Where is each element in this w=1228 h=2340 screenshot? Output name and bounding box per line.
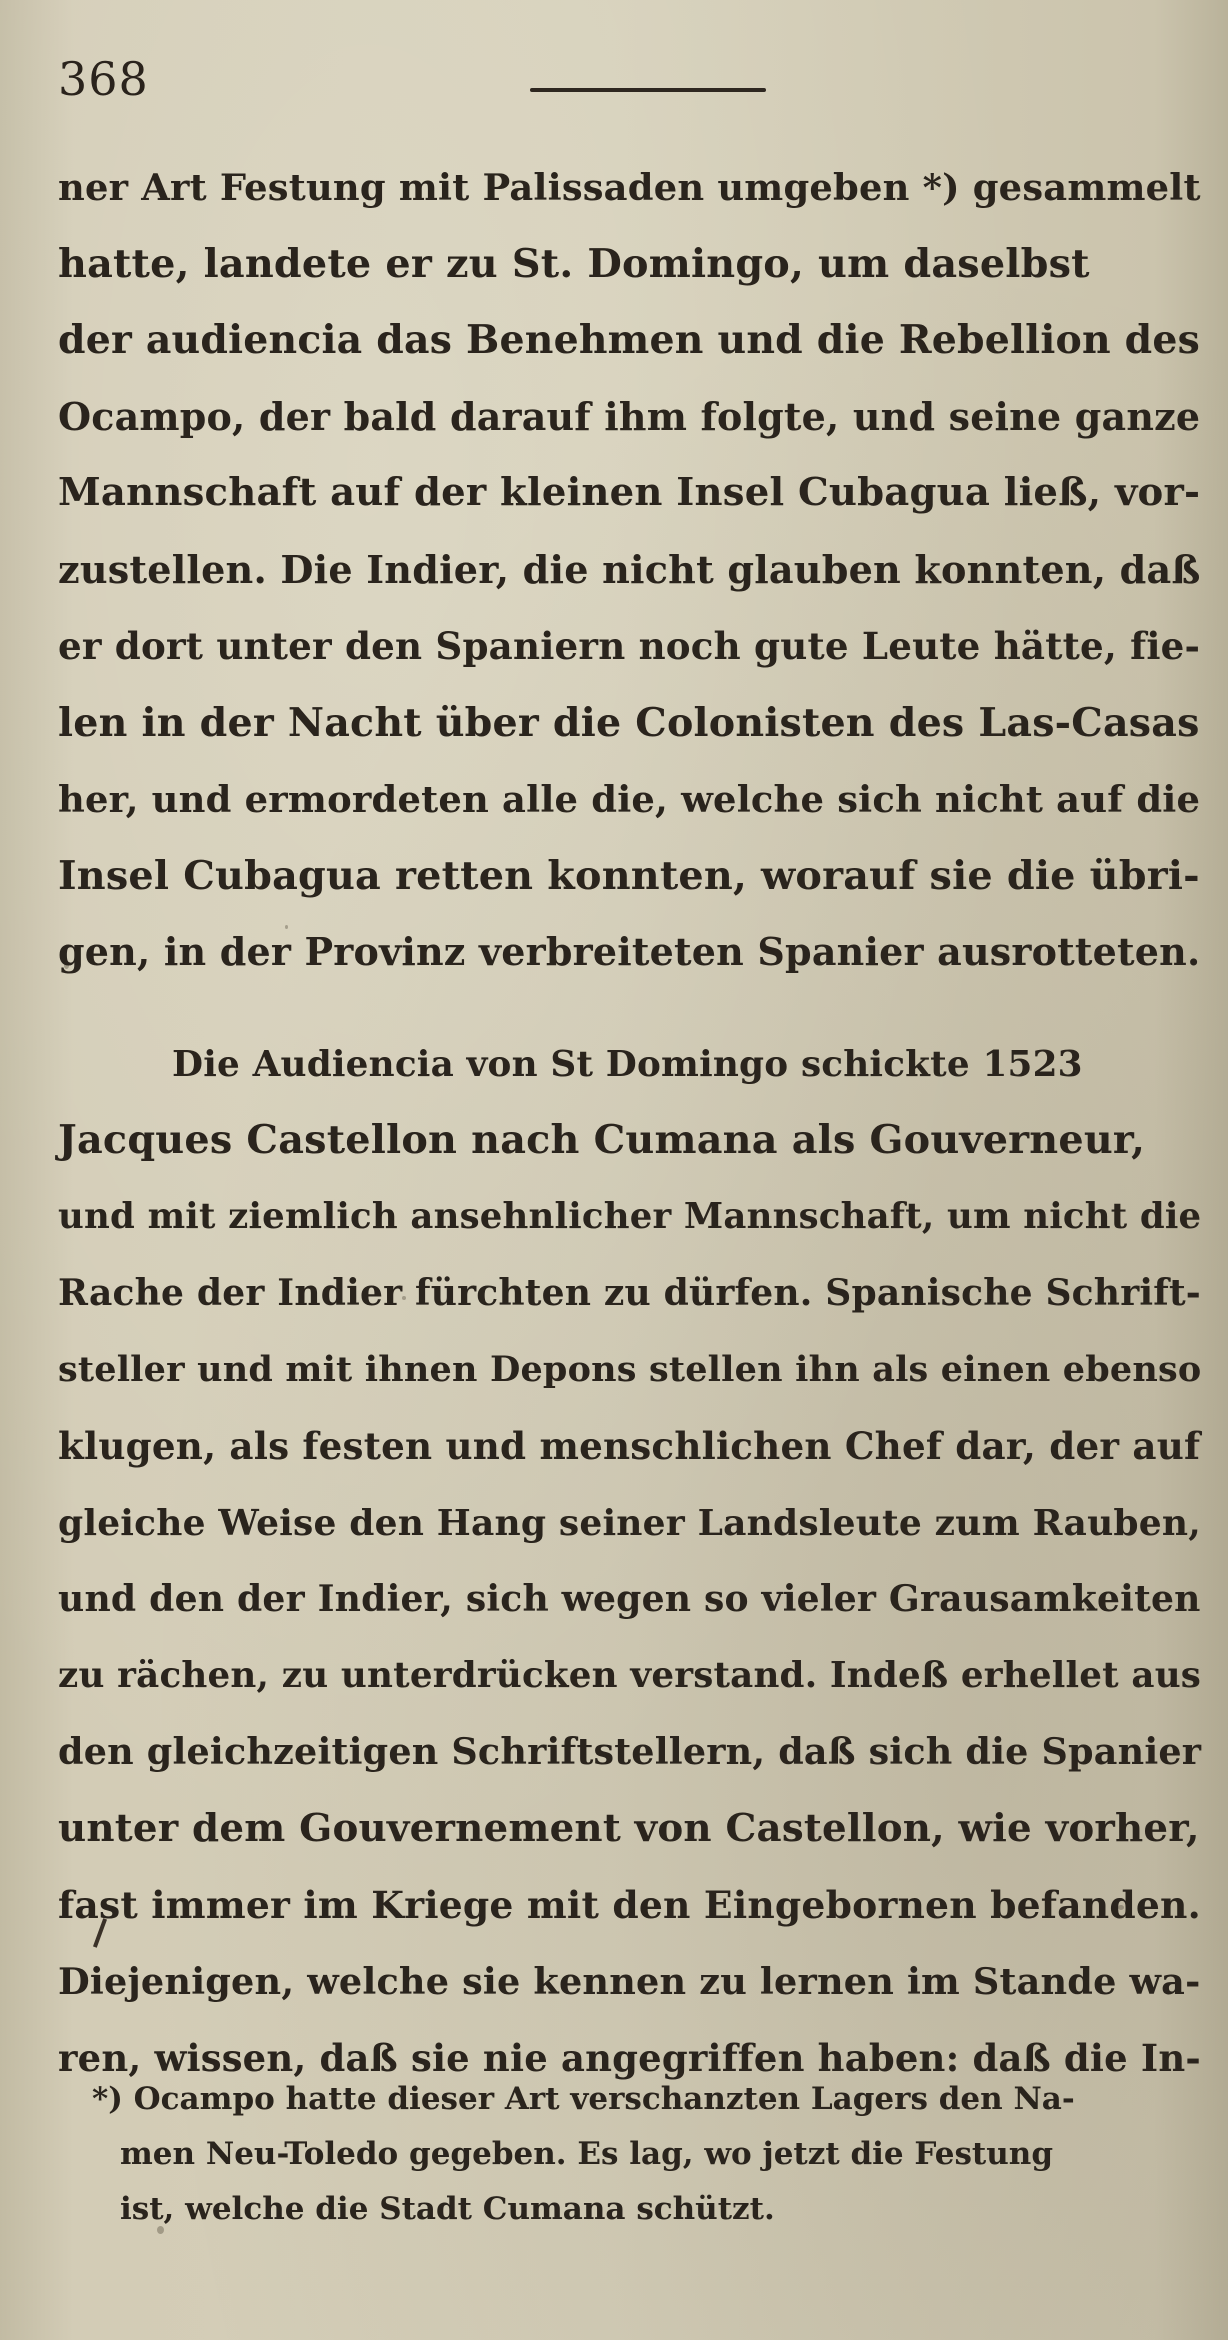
footnote-line: *) Ocampo hatte dieser Art verschanzten Lagers den Na- xyxy=(92,2081,1075,2117)
text-line: unter dem Gouvernement von Castellon, wie vorher, xyxy=(58,1806,1200,1851)
text-line: Jacques Castellon nach Cumana als Gouverneur, xyxy=(58,1117,1146,1163)
header-rule xyxy=(530,88,766,92)
text-line: und mit ziemlich ansehnlicher Mannschaft, um nicht die xyxy=(58,1196,1202,1237)
text-line: zu rächen, zu unterdrücken verstand. Indeß erhellet aus xyxy=(58,1655,1202,1696)
text-line: und den der Indier, sich wegen so vieler Grausamkeiten xyxy=(58,1577,1201,1620)
text-line: fast immer im Kriege mit den Eingebornen befanden. xyxy=(58,1883,1201,1927)
text-line: len in der Nacht über die Colonisten des Las-Casas xyxy=(58,700,1200,746)
text-line: ren, wissen, daß sie nie angegriffen haben: daß die In- xyxy=(58,2036,1201,2080)
text-line: Insel Cubagua retten konnten, worauf sie die übri- xyxy=(58,853,1200,899)
text-line: Diejenigen, welche sie kennen zu lernen im Stande wa- xyxy=(58,1960,1201,2003)
footnote-line: men Neu-Toledo gegeben. Es lag, wo jetzt die Festung xyxy=(120,2136,1053,2172)
text-line: Rache der Indier fürchten zu dürfen. Spanische Schrift- xyxy=(58,1272,1201,1314)
footnote-line: ist, welche die Stadt Cumana schützt. xyxy=(120,2191,775,2227)
text-line: steller und mit ihnen Depons stellen ihn als einen ebenso xyxy=(58,1349,1202,1390)
text-line: den gleichzeitigen Schriftstellern, daß sich die Spanier xyxy=(58,1730,1202,1773)
text-line: ner Art Festung mit Palissaden umgeben *) gesammelt xyxy=(58,165,1201,209)
text-line: Ocampo, der bald darauf ihm folgte, und seine ganze xyxy=(58,394,1201,439)
page-number: 368 xyxy=(58,52,149,106)
text-line: her, und ermordeten alle die, welche sich nicht auf die xyxy=(58,777,1201,821)
text-line: Die Audiencia von St Domingo schickte 1523 xyxy=(172,1043,1083,1085)
text-line: der audiencia das Benehmen und die Rebellion des xyxy=(58,317,1201,363)
text-line: gleiche Weise den Hang seiner Landsleute zum Rauben, xyxy=(58,1502,1201,1544)
text-line: Mannschaft auf der kleinen Insel Cubagua ließ, vor- xyxy=(58,470,1201,515)
text-line: klugen, als festen und menschlichen Chef dar, der auf xyxy=(58,1424,1201,1468)
text-line: er dort unter den Spaniern noch gute Leute hätte, fie- xyxy=(58,624,1201,668)
text-line: hatte, landete er zu St. Domingo, um daselbst xyxy=(58,241,1090,287)
text-line: gen, in der Provinz verbreiteten Spanier ausrotteten. xyxy=(58,929,1201,974)
text-line: zustellen. Die Indier, die nicht glauben konnten, daß xyxy=(58,547,1201,592)
